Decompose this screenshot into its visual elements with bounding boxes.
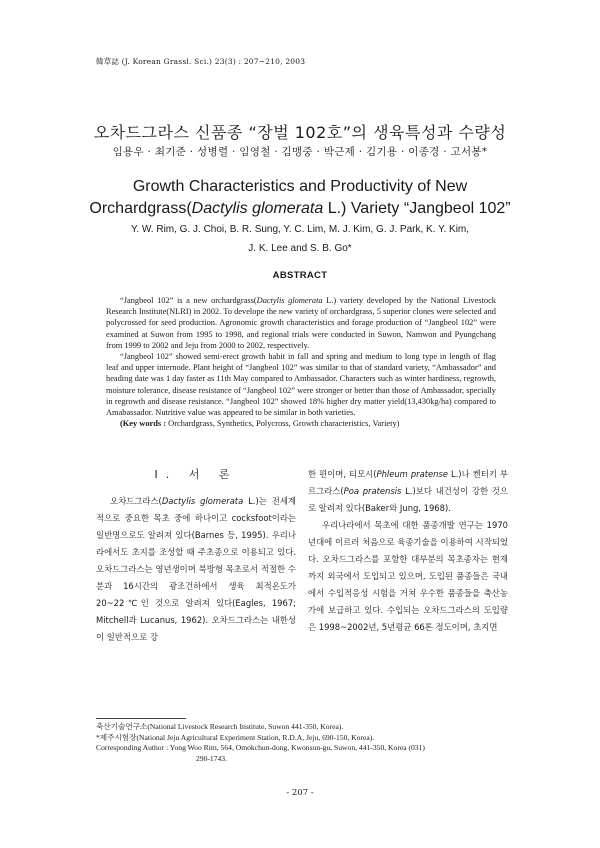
- keywords-label: (Key words :: [120, 419, 167, 429]
- body-text: L.)나 켄터키 부르그라스(: [308, 469, 508, 496]
- body-text: 한 편이며, 티모시(: [308, 469, 377, 479]
- abstract-body: [106, 295, 496, 429]
- english-title: [0, 176, 600, 220]
- footnote-corresponding-author: Corresponding Author : Yong Woo Rim, 564, Omokchun-dong, Kwonsun-gu, Suwon, 441-350, Korea (031): [96, 743, 425, 752]
- body-text: L.)는 전세계적으로 중요한 목초 중에 하나이고 cocksfoot이라는 일반명으로도 알려져 있다(Barnes 등, 1995). 우리나라에서도 초지를 조성할 때 주초종으로 이용되고 있다. 오차드그라스는 영년생이며 북방형 목초로서 적절한 수분과 16시간의 광조건하에서 생육 최적온도가 20~22℃인 것으로 알려져 있다(Eagles, 1967; Mitchell과 Lucanus, 1962). 오차드그라스는 내한성이 일반적으로 강: [96, 496, 296, 642]
- intro-paragraph-2: 우리나라에서 목초에 대한 품종개발 연구는 1970년대에 이르러 처음으로 육종기술을 이용하여 시작되었다. 오차드그라스를 포함한 대부분의 목초종자는 현재까지 외국에서 도입되고 있으며, 도입된 품종들은 국내에서 수입적응성 시험을 거쳐 우수한 품종들을 축산농가에 보급하고 있다. 수입되는 오차드그라스의 도입량은 1998~2002년, 5년평균 66톤 정도이며, 초지면: [308, 520, 508, 632]
- species-name: Poa pratensis: [343, 486, 402, 496]
- keywords: [106, 418, 496, 429]
- species-name: Dactylis glomerata: [256, 296, 323, 305]
- korean-title: 오차드그라스 신품종 “장벌 102호”의 생육특성과 수량성: [93, 123, 507, 142]
- keywords-text: Orchardgrass, Synthetics, Polycross, Growth characteristics, Variety): [166, 419, 400, 429]
- body-text: L.)보다 내건성이 강한 것으로 알려져 있다(Baker와 Jung, 1968).: [308, 486, 508, 513]
- footnote-rule: [96, 718, 186, 719]
- title-text: L.) Variety “Jangbeol 102”: [323, 200, 511, 217]
- english-title-line1: Growth Characteristics and Productivity of New: [132, 178, 468, 195]
- species-name: Phleum pratense: [376, 469, 448, 479]
- footnote-affiliation-1: 축산기술연구소(National Livestock Research Institute, Suwon 441-350, Korea).: [96, 722, 344, 731]
- body-column-left: [96, 466, 296, 646]
- footnote-corresponding-author-cont: 290-1743.: [196, 753, 228, 763]
- body-text: 오차드그라스(: [110, 496, 162, 506]
- abstract-heading: ABSTRACT: [272, 270, 328, 281]
- species-name: Dactylis glomerata: [161, 496, 244, 506]
- body-column-right: [308, 466, 508, 636]
- abstract-text: “Jangbeol 102” is a new orchardgrass(: [120, 296, 257, 305]
- intro-paragraph-1-cont: [308, 466, 508, 517]
- intro-paragraph-1: [96, 493, 296, 646]
- english-authors: [0, 220, 600, 258]
- english-authors-line2: J. K. Lee and S. B. Go*: [248, 243, 352, 254]
- footnotes: [96, 722, 516, 764]
- abstract-paragraph-1: [106, 295, 496, 351]
- species-name: Dactylis glomerata: [191, 200, 324, 217]
- page-number: - 207 -: [286, 788, 314, 798]
- abstract-text: L.) variety developed by the National Livestock Research Institute(NLRI) in 2002. To develope the new variety of orchardgrass, 5 superior clones were selected and polycrossed for seed production. Agronomic growth characteristics and forage production of “Jangbeol 102” were examined at Suwon from 1995 to 1998, and regional trials were conducted in Suwon, Namwon and Pyungchang from 1999 to 2002 and Jeju from 2000 to 2002, respectively.: [106, 296, 496, 350]
- section-heading-introduction: I. 서 론: [154, 468, 238, 481]
- english-authors-line1: Y. W. Rim, G. J. Choi, B. R. Sung, Y. C. Lim, M. J. Kim, G. J. Park, K. Y. Kim,: [130, 224, 470, 235]
- abstract-paragraph-2: “Jangbeol 102” showed semi-erect growth habit in fall and spring and medium to long type in length of flag leaf and upper internode. Plant height of “Jangbeol 102” was similar to that of standard variety, “Ambassador” and heading date was 1 day faster as 11th May compared to Ambassador. Characters such as winter hardiness, regrowth, moisture tolerance, disease resistance of “Jangbeol 102” were stronger or better than those of Ambassador, specially in regrowth and disease resistance. “Jangbeol 102” showed 18% higher dry matter yield(13,430kg/ha) compared to Amabassador. Nutritive value was appeared to be similar in both varieties.: [106, 352, 496, 418]
- title-text: Orchardgrass(: [89, 200, 192, 217]
- english-title-line2: [0, 198, 600, 220]
- journal-header: 韓草誌 (J. Korean Grassl. Sci.) 23(3) : 207~210, 2003: [96, 57, 306, 66]
- footnote-affiliation-2: *제주시험장(National Jeju Agricultural Experiment Station, R.D.A, Jeju, 690-150, Korea).: [96, 732, 375, 742]
- korean-authors: 임용우 · 최기준 · 성병렬 · 임영철 · 김맹중 · 박근제 · 김기용 · 이종경 · 고서봉*: [112, 146, 488, 158]
